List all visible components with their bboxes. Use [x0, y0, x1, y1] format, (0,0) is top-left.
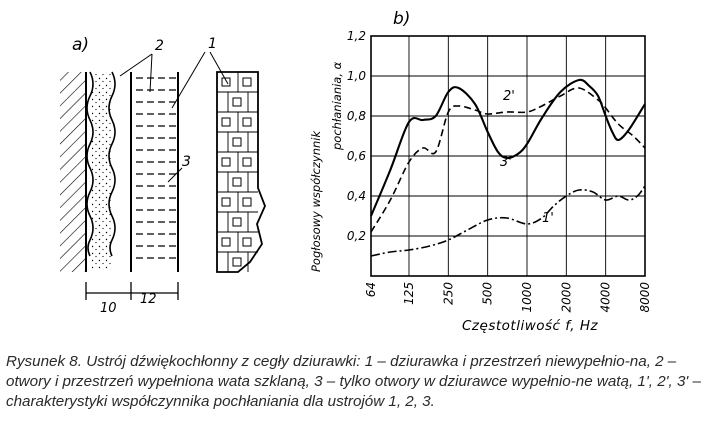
brick-hole	[222, 78, 230, 86]
x-tick-label: 2000	[559, 282, 574, 313]
y-tick-label: 0,4	[346, 189, 366, 203]
curve-label-2: 2'	[503, 89, 515, 104]
brick-hole	[222, 238, 230, 246]
ylabel-line2: pochłaniania, α	[330, 61, 344, 150]
brick-elevation	[217, 72, 265, 272]
brick-hole	[243, 238, 251, 246]
brick-hole	[233, 218, 241, 226]
brick-hole	[233, 258, 241, 266]
x-tick-label: 8000	[638, 282, 652, 313]
brick-hole	[222, 198, 230, 206]
y-tick-label: 0,6	[346, 149, 366, 163]
callout-1: 1	[208, 36, 217, 52]
x-tick-label: 250	[441, 282, 456, 305]
y-tick-label: 0,8	[346, 109, 366, 123]
figure-caption: Rysunek 8. Ustrój dźwiękochłonny z cegły dziurawki: 1 – dziurawka i przestrzeń niewypełnio-na, 2 – otwory i przestrzeń wypełniona wata szklaną, 3 – tylko otwory w dziurawce wypełnio-ne watą, 1', 2', 3' – charakterystyki współczynnika pochłaniania dla ustrojów 1, 2, 3.	[6, 353, 701, 410]
x-axis-title: Częstotliwość f, Hz	[462, 318, 599, 334]
series-line-1prime	[371, 186, 645, 256]
brick-hole	[233, 98, 241, 106]
x-tick-label: 500	[480, 282, 495, 305]
x-tick-label: 125	[401, 282, 416, 305]
y-tick-label: 1,2	[346, 29, 366, 43]
brick-hole	[222, 118, 230, 126]
x-tick-label: 1000	[519, 282, 534, 313]
brick-hole	[222, 158, 230, 166]
panel-b-label: b)	[393, 9, 411, 29]
brick-hole-lines	[136, 78, 176, 258]
callout-2: 2	[155, 38, 164, 54]
mortar-joints	[217, 72, 258, 272]
brick-hole	[243, 118, 251, 126]
y-tick-labels	[347, 29, 366, 243]
panel-a-label: a)	[72, 35, 90, 55]
x-tick-label: 4000	[598, 282, 613, 313]
brick-hole	[233, 138, 241, 146]
brick-hole	[243, 158, 251, 166]
callout-1-leader	[172, 52, 228, 108]
callout-2-leader	[120, 54, 152, 92]
callout-3: 3	[182, 154, 191, 170]
x-tick-labels	[364, 282, 652, 313]
panel-b-chart	[309, 9, 652, 334]
curve-label-1: 1'	[542, 211, 554, 226]
callout-3-leader	[168, 168, 182, 182]
y-tick-label: 1,0	[346, 69, 366, 83]
panel-a-section-drawing	[60, 35, 265, 316]
x-tick-label: 64	[364, 282, 378, 298]
brick-hole	[243, 78, 251, 86]
brick-hole	[243, 198, 251, 206]
concrete-wall	[60, 72, 86, 272]
brick-hole	[233, 178, 241, 186]
dimension-10: 10	[100, 301, 117, 316]
ylabel-line1: Pogłosowy współczynnik	[309, 130, 323, 272]
glass-wool-fill	[92, 74, 112, 270]
curve-label-3: 3'	[500, 155, 512, 170]
y-tick-label: 0,2	[346, 229, 366, 243]
dimension-12: 12	[140, 292, 157, 307]
